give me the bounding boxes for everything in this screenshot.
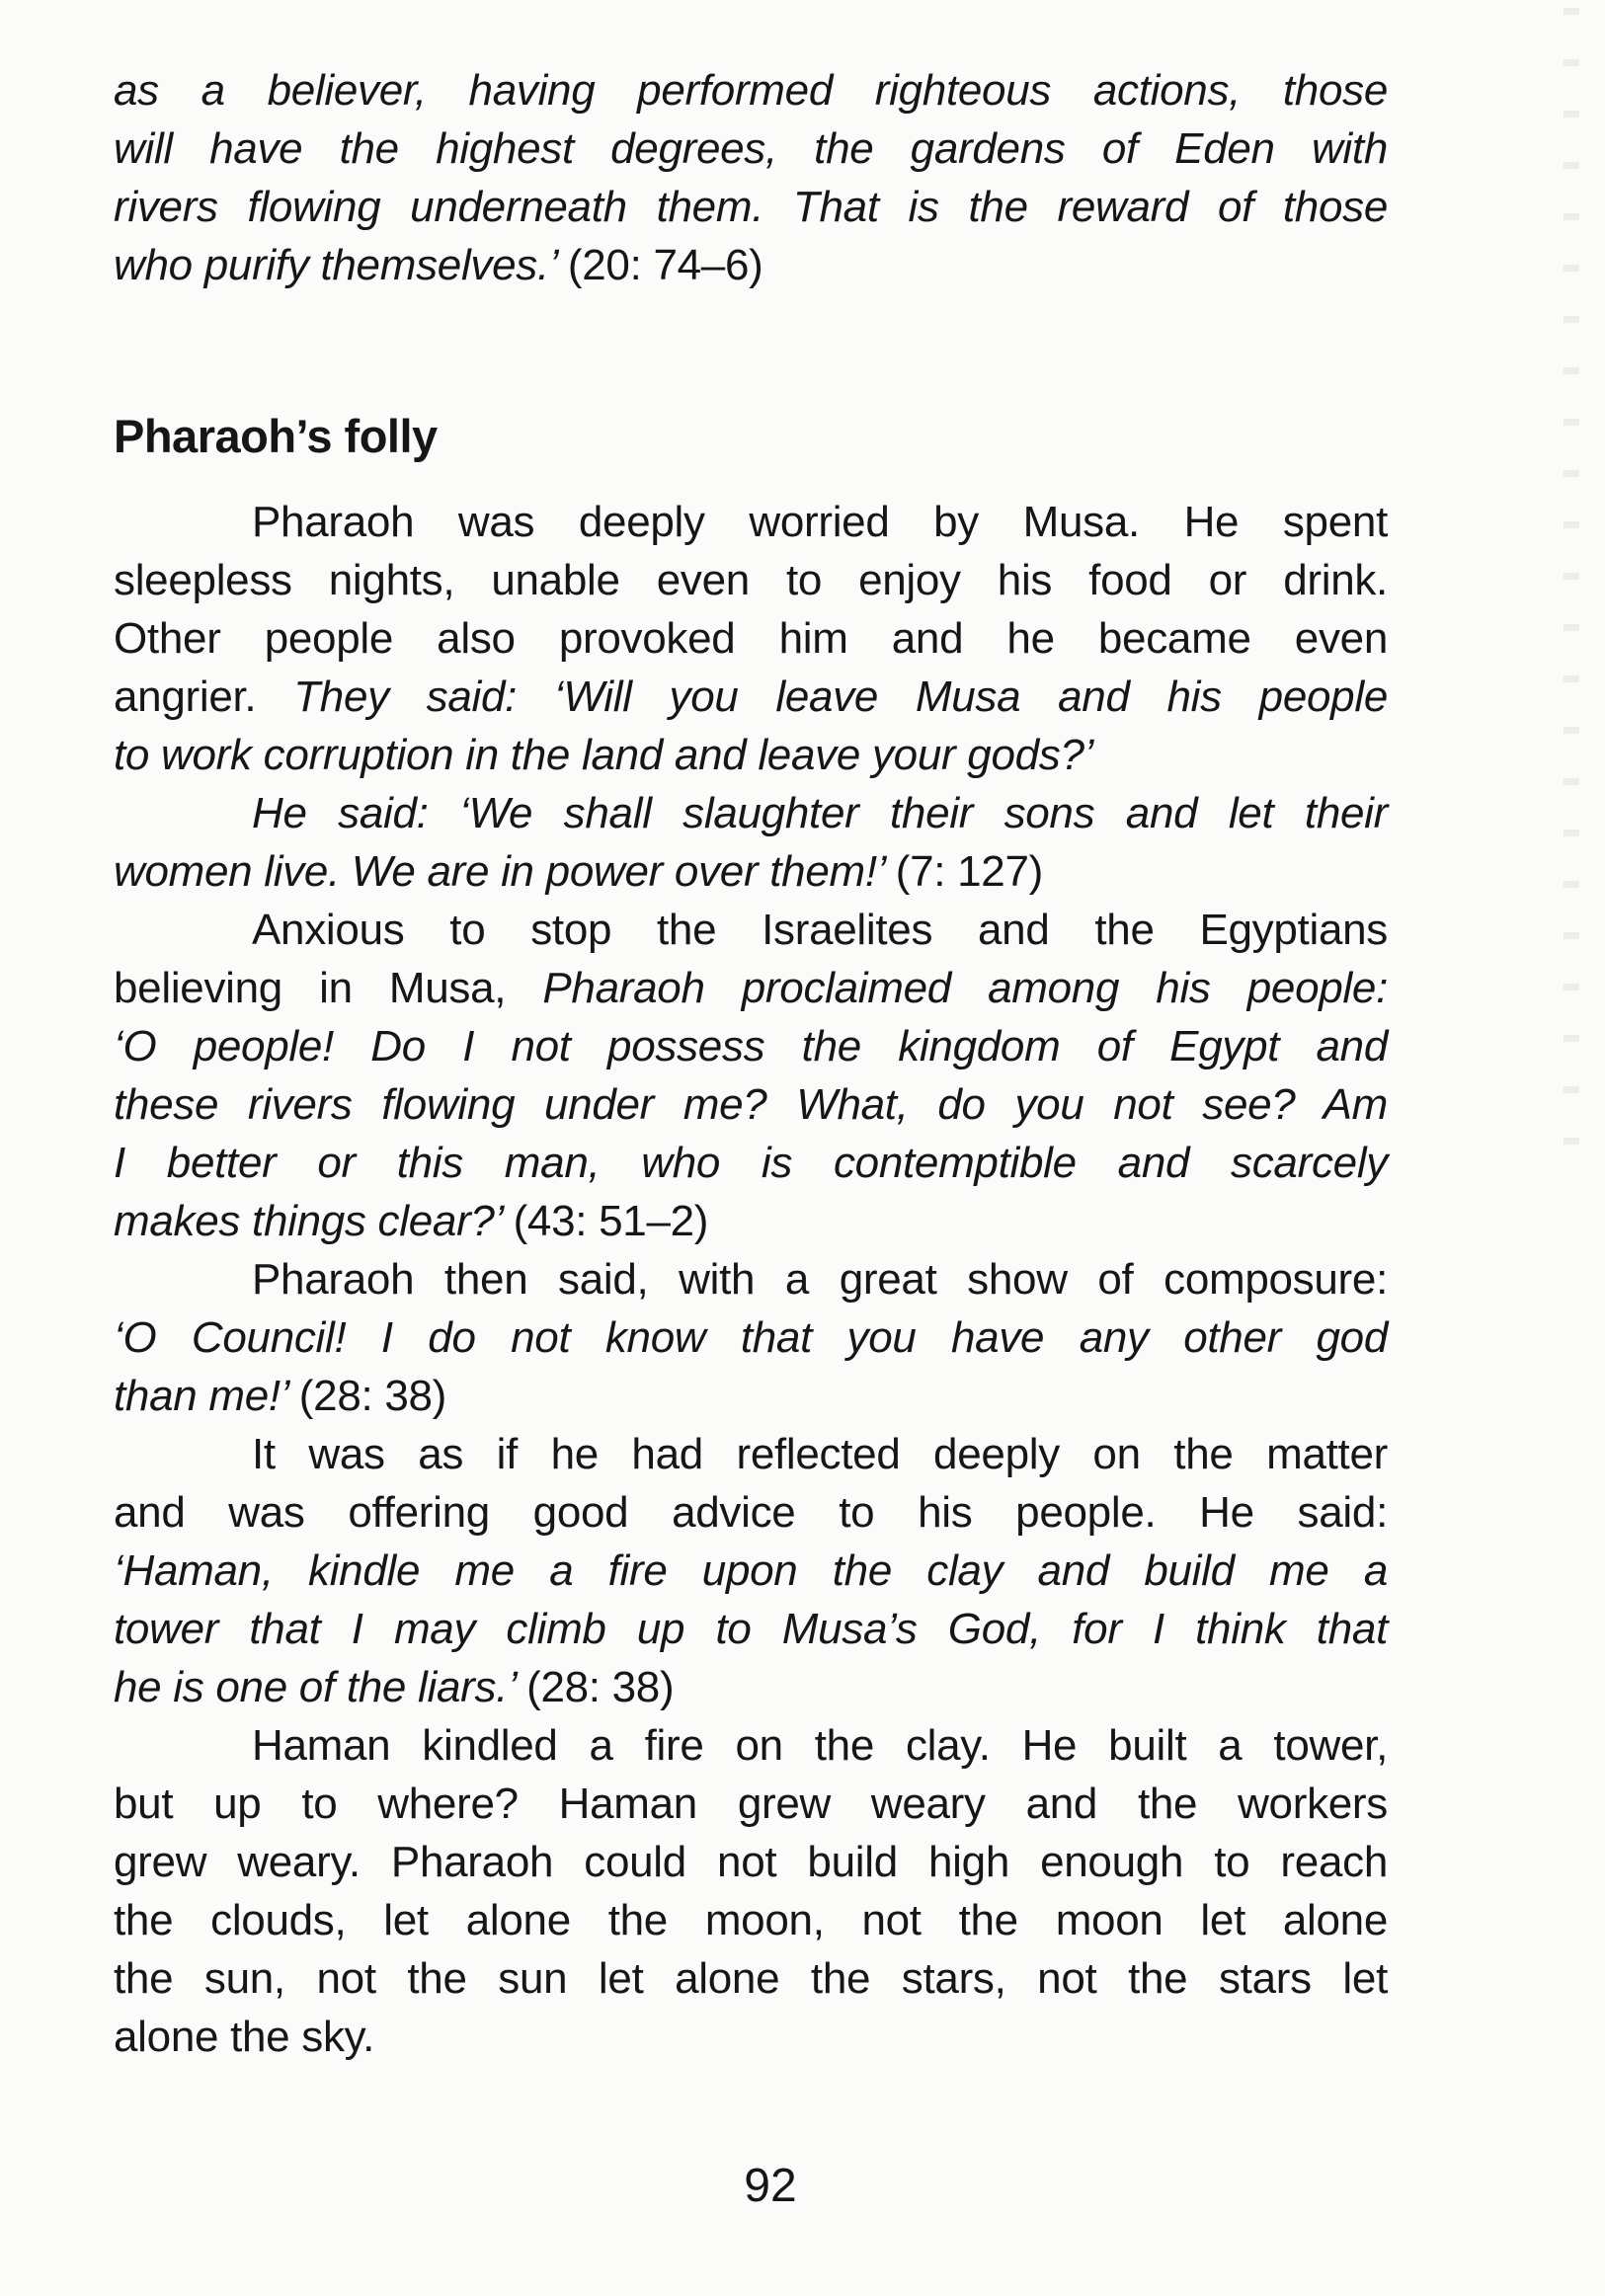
text-line — [114, 2008, 1388, 2066]
text-line — [114, 493, 1388, 551]
text-line — [114, 1600, 1388, 1658]
paragraph — [114, 1425, 1388, 1716]
roman-text-segment: angrier. — [114, 673, 294, 721]
roman-text-segment: Haman kindled a fire on the clay. He built a tower, — [252, 1721, 1388, 1770]
roman-text-segment: believing in Musa, — [114, 964, 543, 1012]
text-line — [114, 1542, 1388, 1600]
text-line — [114, 1017, 1388, 1075]
text-line — [114, 1134, 1388, 1192]
italic-text-segment: ‘O Council! I do not know that you have any other god — [114, 1313, 1388, 1362]
text-line — [114, 959, 1388, 1017]
text-line — [114, 901, 1388, 959]
text-line — [114, 236, 1388, 294]
text-column — [114, 61, 1388, 2066]
italic-text-segment: women live. We are in power over them!’ — [114, 847, 896, 896]
roman-text-segment: (43: 51–2) — [513, 1197, 709, 1245]
text-line — [114, 1891, 1388, 1949]
scan-edge-artifacts — [1564, 8, 1579, 1153]
roman-text-segment: and was offering good advice to his people. He said: — [114, 1488, 1388, 1537]
text-line — [114, 609, 1388, 668]
paragraph — [114, 493, 1388, 784]
italic-text-segment: as a believer, having performed righteous actions, those — [114, 66, 1388, 115]
roman-text-segment: grew weary. Pharaoh could not build high enough to reach — [114, 1838, 1388, 1886]
italic-text-segment: rivers flowing underneath them. That is the reward of those — [114, 183, 1388, 231]
italic-text-segment: than me!’ — [114, 1372, 299, 1420]
text-line — [114, 119, 1388, 178]
text-line — [114, 551, 1388, 609]
italic-text-segment: to work corruption in the land and leave your gods?’ — [114, 731, 1094, 779]
text-line — [114, 1075, 1388, 1134]
roman-text-segment: It was as if he had reflected deeply on the matter — [252, 1430, 1388, 1478]
roman-text-segment: (7: 127) — [895, 847, 1044, 896]
roman-text-segment: (20: 74–6) — [567, 241, 763, 289]
text-line — [114, 1716, 1388, 1775]
paragraph — [114, 784, 1388, 901]
italic-text-segment: They said: ‘Will you leave Musa and his people — [293, 673, 1388, 721]
text-line — [114, 178, 1388, 236]
roman-text-segment: (28: 38) — [526, 1663, 675, 1711]
text-line — [114, 668, 1388, 726]
italic-text-segment: ‘Haman, kindle me a fire upon the clay and build me a — [114, 1546, 1388, 1595]
roman-text-segment: the clouds, let alone the moon, not the moon let alone — [114, 1896, 1388, 1944]
text-line — [114, 726, 1388, 784]
italic-text-segment: will have the highest degrees, the gardens of Eden with — [114, 124, 1388, 173]
italic-text-segment: these rivers flowing under me? What, do you not see? Am — [114, 1080, 1388, 1129]
text-line — [114, 1949, 1388, 2008]
text-line — [114, 1483, 1388, 1542]
text-line — [114, 1658, 1388, 1716]
text-line — [114, 1308, 1388, 1367]
italic-text-segment: I better or this man, who is contemptible and scarcely — [114, 1139, 1388, 1187]
text-line — [114, 1775, 1388, 1833]
roman-text-segment: Pharaoh was deeply worried by Musa. He spent — [252, 498, 1388, 546]
paragraph — [114, 901, 1388, 1250]
italic-text-segment: who purify themselves.’ — [114, 241, 568, 289]
italic-text-segment: ‘O people! Do I not possess the kingdom of Egypt and — [114, 1022, 1388, 1070]
roman-text-segment: Pharaoh then said, with a great show of composure: — [252, 1255, 1388, 1304]
italic-text-segment: makes things clear?’ — [114, 1197, 514, 1245]
section-heading: Pharaoh’s folly — [114, 410, 438, 462]
italic-text-segment: tower that I may climb up to Musa’s God, for I think that — [114, 1605, 1388, 1653]
text-line — [114, 784, 1388, 842]
text-line — [114, 1833, 1388, 1891]
roman-text-segment: sleepless nights, unable even to enjoy his food or drink. — [114, 556, 1388, 604]
italic-text-segment: Pharaoh proclaimed among his people: — [542, 964, 1389, 1012]
roman-text-segment: the sun, not the sun let alone the stars, not the stars let — [114, 1954, 1388, 2003]
italic-text-segment: he is one of the liars.’ — [114, 1663, 527, 1711]
roman-text-segment: alone the sky. — [114, 2013, 375, 2061]
text-line — [114, 842, 1388, 901]
italic-text-segment: He said: ‘We shall slaughter their sons and let their — [252, 789, 1388, 837]
text-line — [114, 1367, 1388, 1425]
roman-text-segment: Anxious to stop the Israelites and the Egyptians — [252, 906, 1388, 954]
text-line — [114, 1250, 1388, 1308]
roman-text-segment: (28: 38) — [298, 1372, 447, 1420]
paragraph — [114, 1250, 1388, 1425]
paragraph — [114, 1716, 1388, 2066]
paragraph — [114, 61, 1388, 294]
roman-text-segment: but up to where? Haman grew weary and the workers — [114, 1780, 1388, 1828]
text-line — [114, 61, 1388, 119]
page-number: 92 — [744, 2160, 797, 2212]
text-line — [114, 1425, 1388, 1483]
roman-text-segment: Other people also provoked him and he became even — [114, 614, 1388, 663]
text-line — [114, 1192, 1388, 1250]
